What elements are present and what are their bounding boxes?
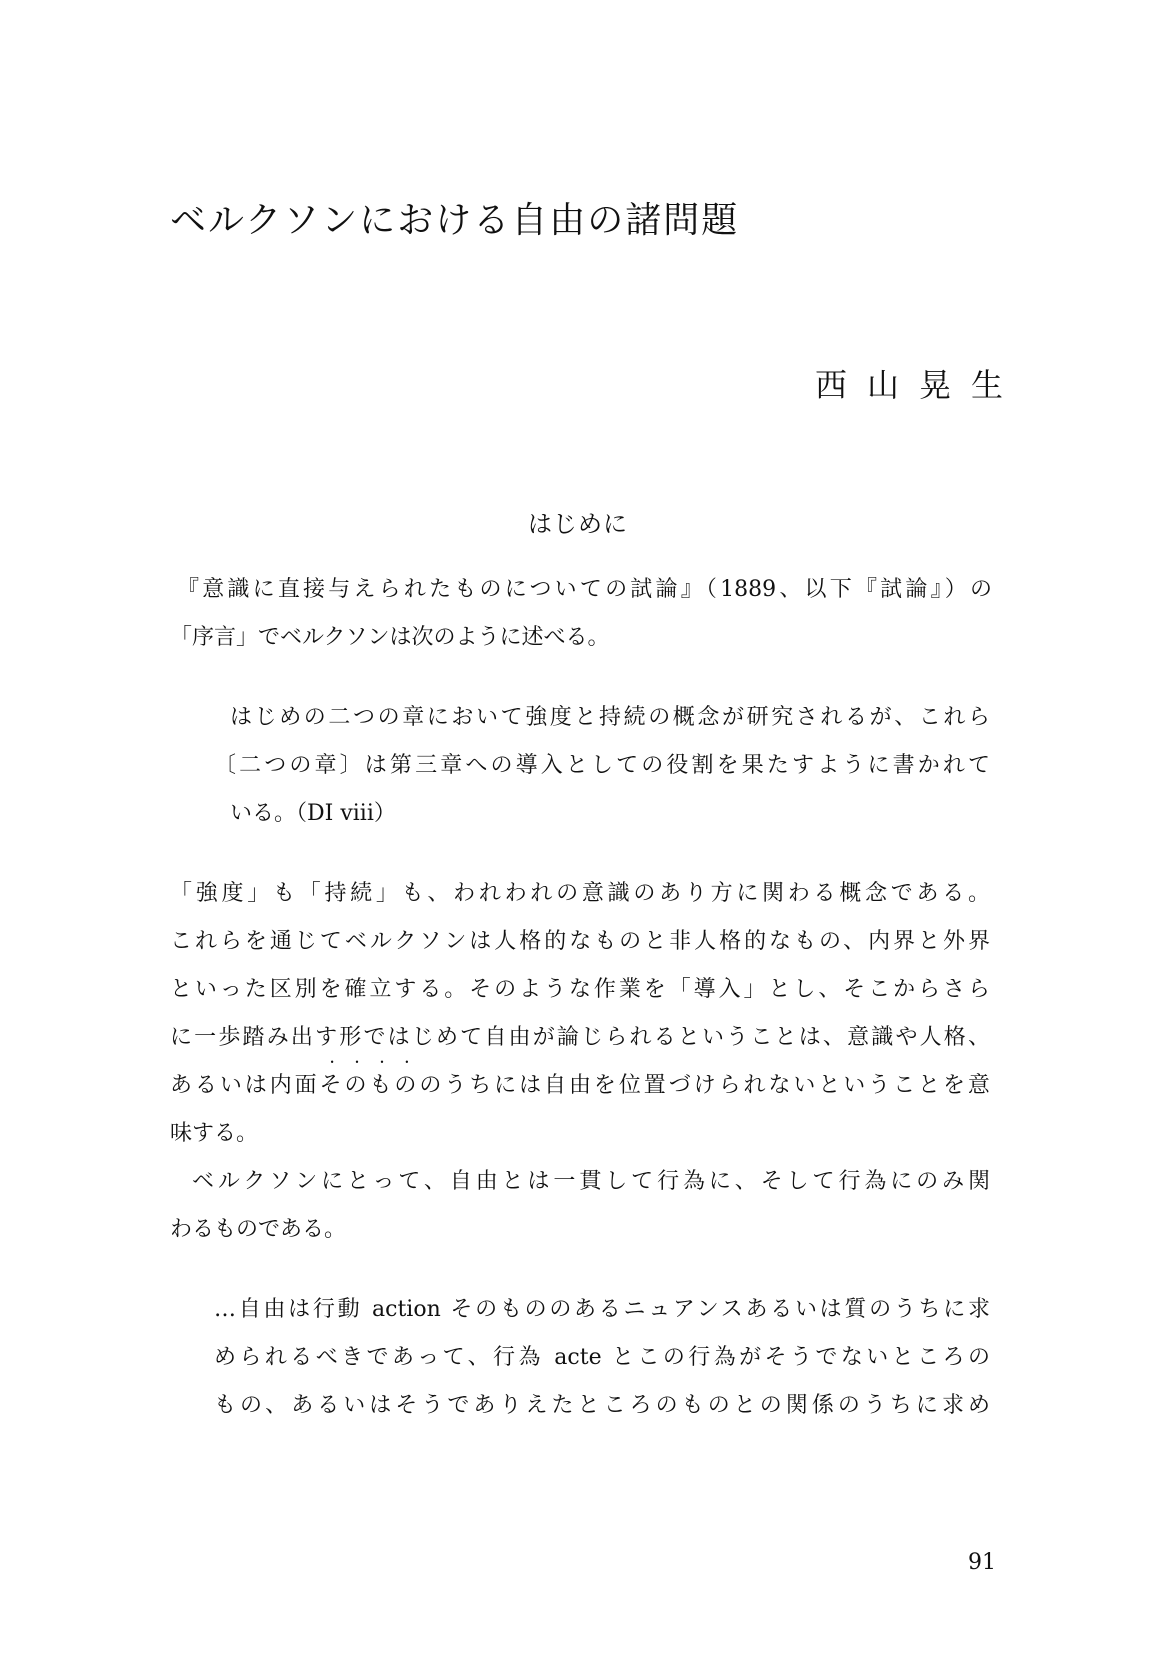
- paragraph-line: 「序言」でベルクソンは次のように述べる。: [170, 625, 610, 650]
- page-number: 91: [968, 1550, 996, 1575]
- section-heading: はじめに: [528, 510, 628, 538]
- block-quote-line: められるべきであって、行為 acte とこの行為がそうでないところの: [214, 1345, 990, 1370]
- paragraph-line: 『意識に直接与えられたものについての試論』（1889、以下『試論』）の: [177, 577, 992, 602]
- block-quote-line: 〔二つの章〕は第三章への導入としての役割を果たすように書かれて: [214, 753, 990, 778]
- emphasis-char: の: [394, 1073, 420, 1098]
- paragraph-line: わるものである。: [170, 1217, 347, 1242]
- block-quote-line: はじめの二つの章において強度と持続の概念が研究されるが、これら: [230, 705, 990, 730]
- emphasis-line: [170, 1068, 990, 1099]
- emphasis-char: の: [344, 1073, 370, 1098]
- paragraph-line: これらを通じてベルクソンは人格的なものと非人格的なもの、内界と外界: [170, 929, 990, 954]
- block-quote-line: いる。（DI viii）: [230, 801, 396, 826]
- paragraph-line: に一歩踏み出す形ではじめて自由が論じられるということは、意識や人格、: [170, 1025, 990, 1050]
- block-quote-line: もの、あるいはそうでありえたところのものとの関係のうちに求め: [214, 1393, 990, 1418]
- emphasis-char: そ: [319, 1073, 345, 1098]
- paragraph-line: ベルクソンにとって、自由とは一貫して行為に、そして行為にのみ関: [192, 1169, 990, 1194]
- paragraph-line: 「強度」も「持続」も、われわれの意識のあり方に関わる概念である。: [170, 881, 990, 906]
- paragraph-line: といった区別を確立する。そのような作業を「導入」とし、そこからさら: [170, 977, 990, 1002]
- emphasis-char: も: [369, 1073, 395, 1098]
- author-name: 西山晃生: [815, 366, 1024, 404]
- article-title: ベルクソンにおける自由の諸問題: [170, 200, 740, 241]
- block-quote-line: …自由は行動 action そのもののあるニュアンスあるいは質のうちに求: [214, 1297, 990, 1322]
- paragraph-line: 味する。: [170, 1121, 259, 1146]
- text-run: あるいは内面: [170, 1073, 320, 1098]
- text-run: のうちには自由を位置づけられないということを意: [419, 1073, 990, 1098]
